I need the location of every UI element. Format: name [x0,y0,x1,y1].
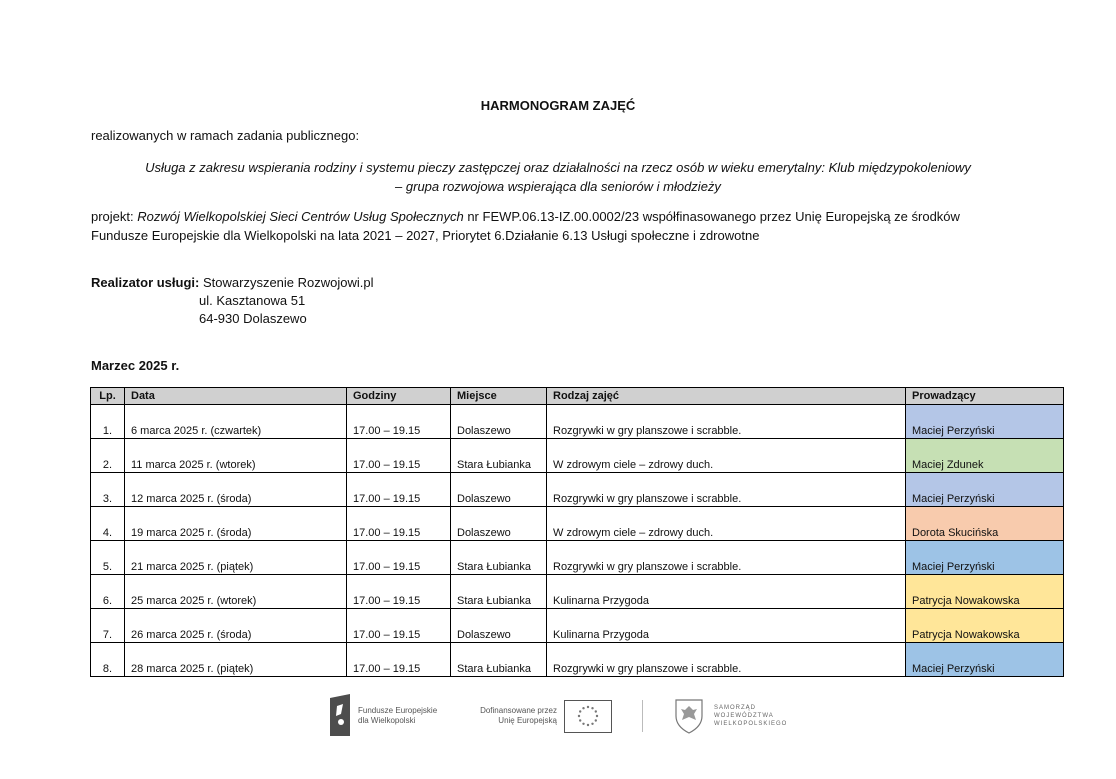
project-name: Rozwój Wielkopolskiej Sieci Centrów Usług Społecznych [137,209,464,224]
cell-data: 21 marca 2025 r. (piątek) [125,541,347,575]
cell-rodzaj: Rozgrywki w gry planszowe i scrabble. [547,541,906,575]
sw-line-3: WIELKOPOLSKIEGO [714,721,788,727]
cell-data: 12 marca 2025 r. (środa) [125,473,347,507]
schedule-table [90,387,1064,677]
cell-data: 6 marca 2025 r. (czwartek) [125,405,347,439]
table-row [91,405,1064,439]
cell-miejsce: Dolaszewo [451,405,547,439]
fe-line-1: Fundusze Europejskie [358,706,438,715]
month-heading: Marzec 2025 r. [91,358,180,373]
cell-rodzaj: Rozgrywki w gry planszowe i scrabble. [547,405,906,439]
cell-prowadzacy: Dorota Skucińska [906,507,1064,541]
cell-lp: 8. [91,643,125,677]
realizator-city: 64-930 Dolaszewo [199,311,307,326]
cell-prowadzacy: Patrycja Nowakowska [906,575,1064,609]
cell-miejsce: Dolaszewo [451,507,547,541]
cell-lp: 4. [91,507,125,541]
cell-miejsce: Stara Łubianka [451,643,547,677]
cell-miejsce: Dolaszewo [451,609,547,643]
ue-line-2: Unię Europejską [498,716,557,725]
cell-prowadzacy: Maciej Perzyński [906,643,1064,677]
table-row [91,609,1064,643]
cell-prowadzacy: Maciej Perzyński [906,541,1064,575]
fe-logo-text [358,706,437,726]
fe-logo-icon [328,694,352,736]
cell-rodzaj: Kulinarna Przygoda [547,609,906,643]
header-rodzaj: Rodzaj zajęć [547,388,906,405]
cell-lp: 2. [91,439,125,473]
cell-prowadzacy: Maciej Zdunek [906,439,1064,473]
cell-miejsce: Stara Łubianka [451,439,547,473]
realizator-block [91,274,374,326]
intro-text: realizowanych w ramach zadania publicznego: [91,128,360,143]
header-lp: Lp. [91,388,125,405]
table-header-row [91,388,1064,405]
header-miejsce: Miejsce [451,388,547,405]
realizator-name: Stowarzyszenie Rozwojowi.pl [202,275,374,290]
footer-logos [0,690,1116,746]
cell-godziny: 17.00 – 19.15 [347,609,451,643]
task-line-1: Usługa z zakresu wspierania rodziny i systemu pieczy zastępczej oraz działalności na rzecz osób w wieku emerytalny: Klub międzypokoleniowy [145,160,971,175]
project-line-1-rest: nr FEWP.06.13-IZ.00.0002/23 współfinasowanego przez Unię Europejską ze środków [463,209,960,224]
cell-lp: 7. [91,609,125,643]
cell-rodzaj: Kulinarna Przygoda [547,575,906,609]
cell-godziny: 17.00 – 19.15 [347,405,451,439]
header-godziny: Godziny [347,388,451,405]
cell-prowadzacy: Maciej Perzyński [906,473,1064,507]
cell-lp: 5. [91,541,125,575]
cell-godziny: 17.00 – 19.15 [347,439,451,473]
cell-lp: 1. [91,405,125,439]
cell-data: 19 marca 2025 r. (środa) [125,507,347,541]
schedule-body [91,405,1064,677]
cell-data: 28 marca 2025 r. (piątek) [125,643,347,677]
table-row [91,643,1064,677]
wielkopolska-coat-of-arms-icon [674,698,704,734]
cell-godziny: 17.00 – 19.15 [347,541,451,575]
cell-lp: 3. [91,473,125,507]
table-row [91,541,1064,575]
cell-lp: 6. [91,575,125,609]
table-row [91,473,1064,507]
document-title: HARMONOGRAM ZAJĘĆ [480,98,636,113]
cell-godziny: 17.00 – 19.15 [347,643,451,677]
cell-data: 11 marca 2025 r. (wtorek) [125,439,347,473]
header-prowadzacy: Prowadzący [906,388,1064,405]
task-line-2: – grupa rozwojowa wspierająca dla seniorów i młodzieży [395,179,721,194]
realizator-street: ul. Kasztanowa 51 [199,293,306,308]
cell-rodzaj: Rozgrywki w gry planszowe i scrabble. [547,473,906,507]
cell-miejsce: Stara Łubianka [451,575,547,609]
cell-data: 26 marca 2025 r. (środa) [125,609,347,643]
cell-rodzaj: W zdrowym ciele – zdrowy duch. [547,439,906,473]
eu-flag-icon [564,700,612,733]
cell-rodzaj: W zdrowym ciele – zdrowy duch. [547,507,906,541]
project-description [91,207,1031,245]
cell-rodzaj: Rozgrywki w gry planszowe i scrabble. [547,643,906,677]
cell-miejsce: Stara Łubianka [451,541,547,575]
header-data: Data [125,388,347,405]
table-row [91,507,1064,541]
cell-miejsce: Dolaszewo [451,473,547,507]
sw-line-2: WOJEWÓDZTWA [714,713,774,719]
cell-prowadzacy: Maciej Perzyński [906,405,1064,439]
cell-godziny: 17.00 – 19.15 [347,473,451,507]
task-description [110,158,1006,196]
project-line-2: Fundusze Europejskie dla Wielkopolski na lata 2021 – 2027, Priorytet 6.Działanie 6.13 Usługi społeczne i zdrowotne [91,228,760,243]
realizator-label: Realizator usługi: [91,275,200,290]
ue-logo-text [467,706,557,726]
ue-line-1: Dofinansowane przez [480,706,557,715]
cell-godziny: 17.00 – 19.15 [347,575,451,609]
cell-prowadzacy: Patrycja Nowakowska [906,609,1064,643]
project-prefix: projekt: [91,209,138,224]
sw-line-1: SAMORZĄD [714,705,757,711]
table-row [91,439,1064,473]
table-row [91,575,1064,609]
samorzad-logo-text [714,704,787,728]
cell-godziny: 17.00 – 19.15 [347,507,451,541]
footer-separator [642,700,643,732]
fe-line-2: dla Wielkopolski [358,716,416,725]
cell-data: 25 marca 2025 r. (wtorek) [125,575,347,609]
